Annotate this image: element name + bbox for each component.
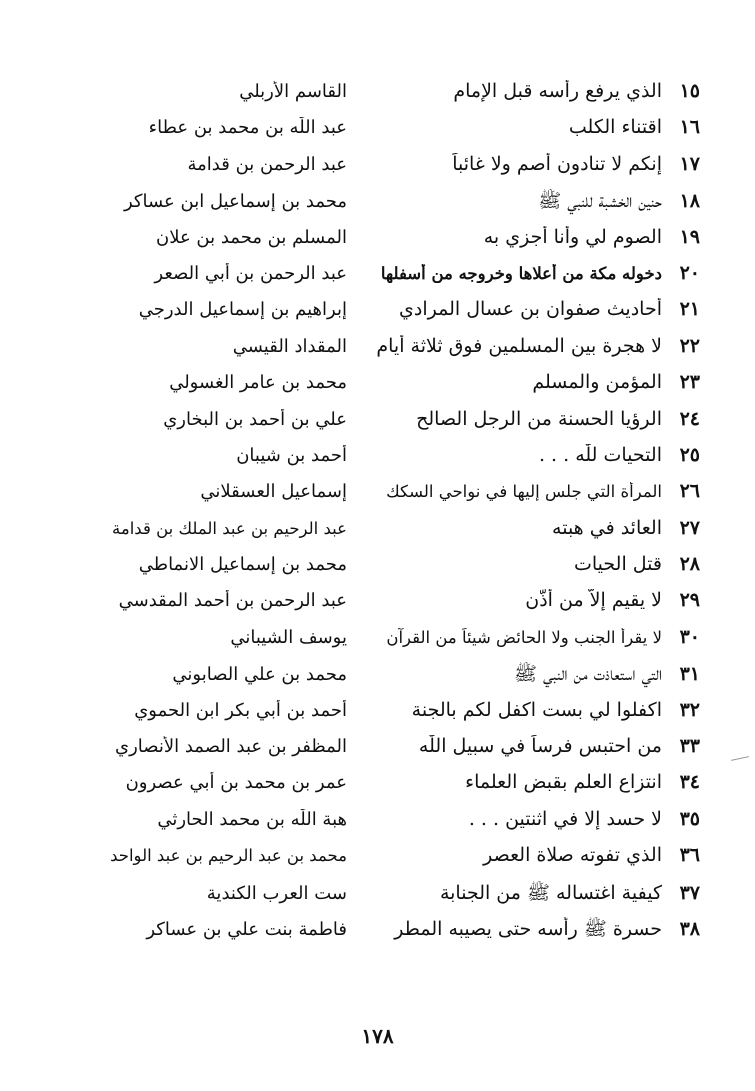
list-item: [40, 153, 700, 189]
list-item: [40, 626, 700, 662]
entry-narrator: القاسم الأربلي: [239, 81, 347, 102]
entry-narrator: أحمد بن أبي بكر ابن الحموي: [134, 699, 347, 721]
entry-narrator: فاطمة بنت علي بن عساكر: [146, 918, 347, 940]
entry-narrator: عبد الرحيم بن عبد الملك بن قدامة: [112, 518, 347, 538]
list-item: [40, 589, 700, 625]
entry-narrator: إبراهيم بن إسماعيل الدرجي: [138, 299, 347, 321]
entry-title: اقتناء الكلب: [568, 116, 662, 139]
entry-title: لا يقرأ الجنب ولا الحائض شيئاً من القرآن: [386, 627, 662, 647]
list-item: [40, 444, 700, 480]
entry-narrator: عبد الرحمن بن أحمد المقدسي: [118, 590, 347, 612]
entry-number: ٢٢: [679, 334, 700, 357]
entry-number: ١٩: [679, 225, 700, 248]
entry-narrator: علي بن أحمد بن البخاري: [163, 408, 347, 430]
entry-number: ٢١: [679, 298, 700, 321]
entry-title: الذي يرفع رأسه قبل الإمام: [453, 80, 662, 102]
entry-narrator: عبد الرحمن بن أبي الصعر: [154, 262, 347, 284]
entry-title: العائد في هبته: [552, 516, 662, 539]
list-item: [40, 735, 700, 771]
entry-number: ٢٤: [679, 407, 700, 430]
entry-number: ٣٦: [679, 844, 700, 867]
list-item: [40, 662, 700, 698]
list-item: [40, 408, 700, 444]
entry-title: لا حسد إلا في اثنتين . . .: [468, 807, 662, 830]
entry-narrator: محمد بن علي الصابوني: [172, 664, 347, 686]
entry-number: ١٦: [679, 116, 700, 139]
entry-title: اكفلوا لي بست اكفل لكم بالجنة: [411, 698, 662, 721]
entry-narrator: محمد بن إسماعيل ابن عساكر: [124, 191, 347, 213]
entry-number: ٣٣: [679, 735, 700, 758]
list-item: [40, 371, 700, 407]
entry-number: ٢٧: [679, 516, 700, 539]
scan-edge-mark: [731, 756, 749, 761]
entry-title: حنين الخشبة للنبي ﷺ: [538, 190, 662, 213]
entry-title: من احتبس فرساً في سبيل اللّٰه: [418, 735, 662, 758]
entry-title: لا يقيم إلاّ من أذّن: [525, 589, 662, 612]
entry-title: الصوم لي وأنا أجزي به: [483, 225, 662, 248]
entry-number: ٢٣: [679, 371, 700, 394]
list-item: [40, 80, 700, 116]
entry-number: ٣٥: [679, 807, 700, 830]
entry-title: الذي تفوته صلاة العصر: [483, 844, 662, 867]
entry-narrator: ست العرب الكندية: [206, 882, 347, 904]
entry-title: انتزاع العلم بقبض العلماء: [465, 771, 662, 794]
entry-narrator: المسلم بن محمد بن علان: [155, 226, 347, 248]
entry-number: ٢٠: [679, 261, 700, 284]
entry-number: ٢٩: [679, 589, 700, 612]
entry-number: ٣٨: [679, 917, 700, 940]
list-item: [40, 771, 700, 807]
list-item: [40, 480, 700, 516]
entry-narrator: أحمد بن شيبان: [236, 444, 347, 466]
list-item: [40, 881, 700, 917]
entry-number: ٢٦: [679, 480, 700, 503]
entry-title: أحاديث صفوان بن عسال المرادي: [399, 298, 662, 321]
list-item: [40, 517, 700, 553]
entry-title: حسرة ﷺ رأسه حتى يصيبه المطر: [394, 917, 662, 940]
entry-number: ٣٠: [679, 625, 700, 648]
list-item: [40, 226, 700, 262]
list-item: [40, 844, 700, 880]
entry-number: ١٥: [679, 80, 700, 102]
entry-title: التي استعاذت من النبي ﷺ: [514, 663, 662, 686]
entry-number: ١٨: [679, 190, 700, 213]
list-item: [40, 262, 700, 298]
list-item: [40, 917, 700, 953]
entry-title: دخوله مكة من أعلاها وخروجه من أسفلها: [380, 263, 662, 283]
entry-narrator: محمد بن إسماعيل الانماطي: [138, 554, 347, 576]
entry-number: ٣٤: [679, 771, 700, 794]
entry-number: ١٧: [679, 152, 700, 175]
entry-narrator: إسماعيل العسقلاني: [200, 481, 347, 503]
entry-narrator: المقداد القيسي: [232, 335, 347, 357]
list-item: [40, 189, 700, 225]
list-item: [40, 553, 700, 589]
entry-title: التحيات للّٰه . . .: [538, 443, 662, 466]
entry-title: كيفية اغتساله ﷺ من الجنابة: [439, 881, 662, 904]
entry-title: المؤمن والمسلم: [532, 371, 662, 394]
entry-number: ٣٢: [679, 698, 700, 721]
entry-narrator: محمد بن عامر الغسولي: [169, 372, 347, 394]
entry-number: ٢٥: [679, 443, 700, 466]
list-item: [40, 116, 700, 152]
entry-title: لا هجرة بين المسلمين فوق ثلاثة أيام: [376, 334, 662, 357]
entry-title: الرؤيا الحسنة من الرجل الصالح: [416, 407, 662, 430]
entry-narrator: عبد الرحمن بن قدامة: [187, 153, 347, 175]
list-item: [40, 335, 700, 371]
entry-number: ٣١: [679, 663, 700, 686]
list-item: [40, 808, 700, 844]
entry-title: المرأة التي جلس إليها في نواحي السكك: [386, 482, 662, 502]
entry-number: ٢٨: [679, 553, 700, 576]
list-item: [40, 298, 700, 334]
entry-narrator: عمر بن محمد بن أبي عصرون: [125, 772, 347, 794]
entry-narrator: يوسف الشيباني: [230, 626, 347, 648]
entry-narrator: محمد بن عبد الرحيم بن عبد الواحد: [110, 846, 347, 866]
entry-number: ٣٧: [679, 881, 700, 904]
entry-narrator: المظفر بن عبد الصمد الأنصاري: [114, 736, 347, 758]
entry-title: إنكم لا تنادون أصم ولا غائباً: [452, 152, 662, 175]
entry-narrator: عبد اللّٰه بن محمد بن عطاء: [148, 117, 347, 139]
index-list: [40, 80, 700, 953]
page-number: ١٧٨: [361, 1024, 394, 1048]
entry-narrator: هبة اللّٰه بن محمد الحارثي: [157, 808, 347, 830]
list-item: [40, 699, 700, 735]
entry-title: قتل الحيات: [574, 553, 662, 576]
